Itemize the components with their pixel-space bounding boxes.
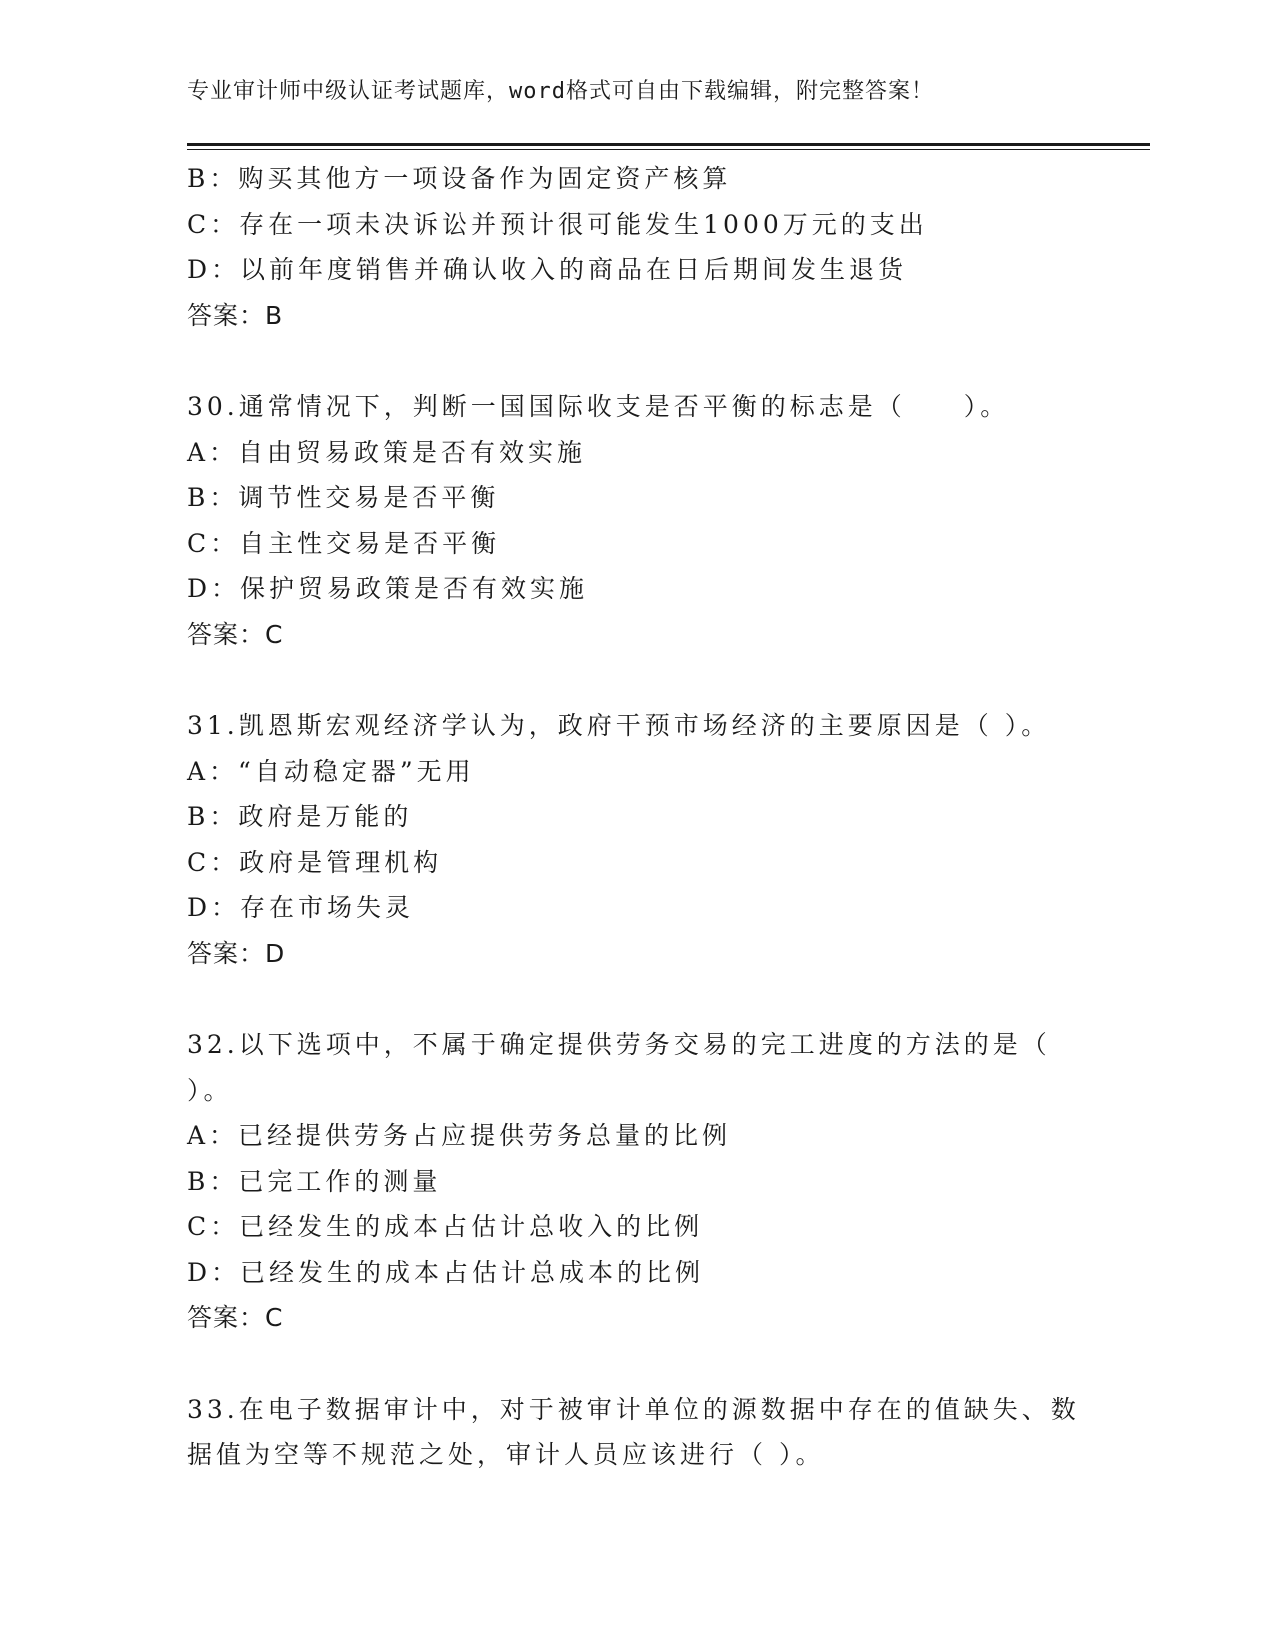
option-a: A：已经提供劳务占应提供劳务总量的比例 (187, 1121, 732, 1150)
spacer (187, 976, 1087, 1022)
question-30 (187, 384, 1087, 657)
option-d: D：存在市场失灵 (187, 893, 415, 922)
question-content (187, 156, 1087, 1478)
question-33 (187, 1387, 1087, 1478)
question-stem: 31.凯恩斯宏观经济学认为，政府干预市场经济的主要原因是（ ）。 (187, 711, 1051, 740)
option-c: C：自主性交易是否平衡 (187, 528, 501, 558)
question-stem-continued: 据值为空等不规范之处，审计人员应该进行（ ）。 (187, 1440, 825, 1469)
answer-line: 答案：C (187, 1303, 284, 1332)
option-d: D：保护贸易政策是否有效实施 (187, 574, 589, 603)
question-32 (187, 1022, 1087, 1341)
answer-line: 答案：C (187, 619, 284, 649)
option-c: C：存在一项未决诉讼并预计很可能发生1000万元的支出 (187, 209, 928, 239)
option-b: B：购买其他方一项设备作为固定资产核算 (187, 164, 732, 193)
option-d: D：以前年度销售并确认收入的商品在日后期间发生退货 (187, 255, 908, 284)
header-rule-thin (187, 149, 1150, 150)
question-stem: 30.通常情况下，判断一国国际收支是否平衡的标志是（ ）。 (187, 392, 1010, 421)
spacer (187, 1341, 1087, 1387)
option-a: A：自由贸易政策是否有效实施 (187, 437, 587, 467)
question-stem-continued: ）。 (187, 1075, 233, 1105)
option-b: B：政府是万能的 (187, 802, 413, 831)
question-29-continued (187, 156, 1087, 338)
option-a: A：“自动稳定器”无用 (187, 756, 475, 786)
question-stem: 32.以下选项中，不属于确定提供劳务交易的完工进度的方法的是（ (187, 1030, 1051, 1059)
option-b: B：调节性交易是否平衡 (187, 483, 500, 512)
question-31 (187, 703, 1087, 976)
spacer (187, 657, 1087, 703)
option-c: C：政府是管理机构 (187, 847, 443, 877)
question-stem: 33.在电子数据审计中，对于被审计单位的源数据中存在的值缺失、数 (187, 1394, 1080, 1424)
header-rule-thick (187, 143, 1150, 146)
answer-line: 答案：D (187, 938, 286, 968)
page-header: 专业审计师中级认证考试题库，word格式可自由下载编辑，附完整答案！ (187, 79, 934, 104)
spacer (187, 338, 1087, 384)
option-d: D：已经发生的成本占估计总成本的比例 (187, 1257, 705, 1287)
option-b: B：已完工作的测量 (187, 1166, 442, 1196)
option-c: C：已经发生的成本占估计总收入的比例 (187, 1212, 704, 1241)
answer-line: 答案：B (187, 300, 284, 330)
